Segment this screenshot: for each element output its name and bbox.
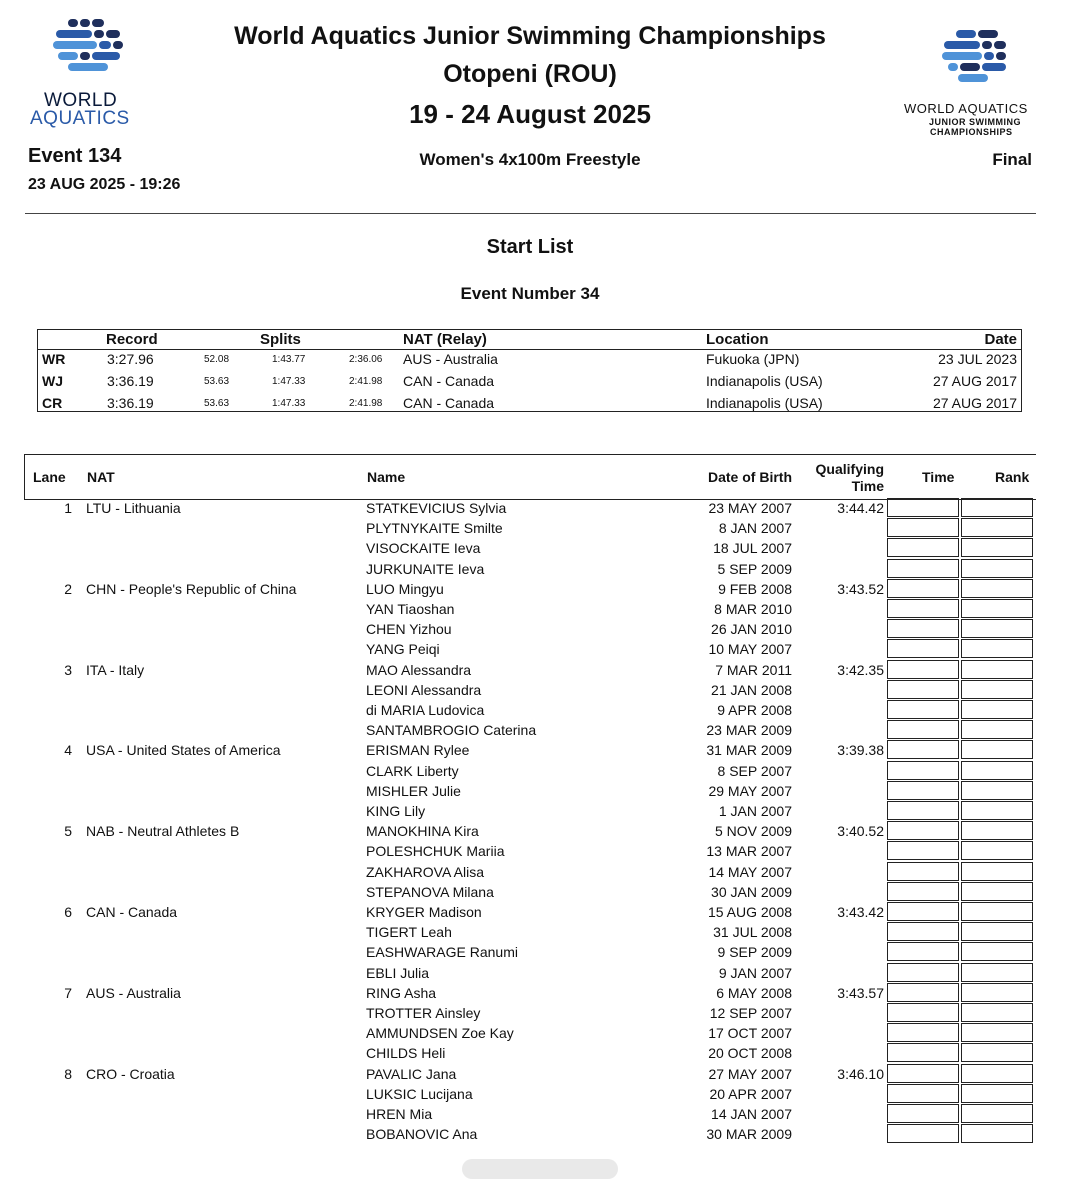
header-time: Time — [922, 469, 955, 485]
time-entry-box — [887, 841, 959, 860]
time-entry-box — [887, 1023, 959, 1042]
table-row — [24, 700, 1036, 720]
records-header-nat: NAT (Relay) — [403, 331, 487, 348]
header-divider — [25, 213, 1036, 214]
rank-entry-box — [961, 680, 1033, 699]
event-phase: Final — [992, 150, 1032, 169]
time-entry-box — [887, 498, 959, 517]
table-row — [24, 720, 1036, 740]
swimmer-dob: 9 SEP 2009 — [717, 944, 792, 961]
rank-entry-box — [961, 1064, 1033, 1083]
table-row — [24, 882, 1036, 902]
time-entry-box — [887, 1064, 959, 1083]
swimmer-dob: 7 MAR 2011 — [715, 661, 792, 678]
table-row — [24, 922, 1036, 942]
swimmer-name: PLYTNYKAITE Smilte — [366, 520, 503, 537]
rank-entry-box — [961, 740, 1033, 759]
logo-right-word1: WORLD AQUATICS — [904, 101, 1028, 116]
swimmer-dob: 12 SEP 2007 — [709, 1005, 792, 1021]
dates-title: 19 - 24 August 2025 — [409, 99, 651, 129]
table-row — [24, 518, 1036, 538]
logo-right-word3: CHAMPIONSHIPS — [930, 127, 1013, 137]
records-header-date: Date — [984, 331, 1017, 348]
time-entry-box — [887, 1084, 959, 1103]
swimmer-name: YAN Tiaoshan — [366, 601, 455, 617]
qualifying-time: 3:46.10 — [837, 1065, 884, 1082]
table-row — [24, 538, 1036, 558]
swimmer-dob: 1 JAN 2007 — [718, 803, 792, 819]
swimmer-dob: 31 JUL 2008 — [713, 924, 792, 941]
swimmer-dob: 18 JUL 2007 — [713, 540, 792, 557]
lane-number: 2 — [64, 580, 72, 597]
swimmer-name: STEPANOVA Milana — [366, 883, 494, 900]
swimmer-dob: 9 FEB 2008 — [718, 580, 792, 597]
table-row — [24, 1003, 1036, 1023]
record-split-2: 1:47.33 — [272, 376, 306, 387]
header-lane: Lane — [33, 469, 66, 485]
time-entry-box — [887, 599, 959, 618]
table-row — [24, 740, 1036, 760]
swimmer-name: HREN Mia — [366, 1106, 433, 1122]
swimmer-dob: 23 MAR 2009 — [706, 722, 792, 739]
time-entry-box — [887, 660, 959, 679]
swimmer-dob: 20 APR 2007 — [709, 1085, 792, 1102]
swimmer-dob: 10 MAY 2007 — [708, 641, 792, 658]
table-row — [24, 1023, 1036, 1043]
swimmer-dob: 13 MAR 2007 — [706, 843, 792, 860]
time-entry-box — [887, 639, 959, 658]
lane-number: 6 — [64, 904, 72, 920]
swimmer-name: AMMUNDSEN Zoe Kay — [366, 1025, 514, 1042]
rank-entry-box — [961, 559, 1033, 578]
record-code: CR — [42, 395, 63, 411]
time-entry-box — [887, 518, 959, 537]
rank-entry-box — [961, 882, 1033, 901]
table-row — [24, 781, 1036, 801]
table-row — [24, 1104, 1036, 1124]
swimmer-dob: 20 OCT 2008 — [708, 1045, 792, 1062]
swimmer-dob: 29 MAY 2007 — [708, 782, 792, 799]
swimmer-dob: 14 JAN 2007 — [711, 1106, 792, 1122]
rank-entry-box — [961, 922, 1033, 941]
swimmer-name: MANOKHINA Kira — [366, 823, 479, 840]
rank-entry-box — [961, 700, 1033, 719]
rank-entry-box — [961, 1043, 1033, 1062]
rank-entry-box — [961, 1003, 1033, 1022]
swimmer-dob: 8 JAN 2007 — [718, 520, 792, 537]
lane-number: 4 — [64, 742, 72, 759]
event-datetime: 23 AUG 2025 - 19:26 — [28, 176, 181, 193]
time-entry-box — [887, 963, 959, 982]
swimmer-dob: 23 MAY 2007 — [708, 500, 792, 516]
header-rank: Rank — [995, 469, 1030, 485]
table-row — [24, 821, 1036, 841]
time-entry-box — [887, 559, 959, 578]
event-number-subtitle: Event Number 34 — [460, 284, 600, 303]
swimmer-dob: 9 JAN 2007 — [718, 964, 792, 981]
swimmer-name: ERISMAN Rylee — [366, 742, 470, 759]
swimmer-dob: 8 MAR 2010 — [714, 601, 792, 617]
swimmer-dob: 5 NOV 2009 — [714, 823, 792, 840]
team-nat: LTU - Lithuania — [86, 500, 181, 516]
logo-left-word2: AQUATICS — [30, 108, 130, 129]
table-row — [24, 559, 1036, 579]
rank-entry-box — [961, 498, 1033, 517]
championship-title: World Aquatics Junior Swimming Championships — [234, 22, 826, 50]
swimmer-dob: 5 SEP 2009 — [717, 560, 792, 577]
time-entry-box — [887, 781, 959, 800]
time-entry-box — [887, 761, 959, 780]
record-time: 3:36.19 — [107, 395, 154, 411]
swimmer-dob: 30 JAN 2009 — [711, 883, 792, 900]
time-entry-box — [887, 902, 959, 921]
swimmer-name: PAVALIC Jana — [366, 1065, 457, 1082]
team-nat: NAB - Neutral Athletes B — [86, 823, 240, 840]
time-entry-box — [887, 579, 959, 598]
time-entry-box — [887, 619, 959, 638]
start-list-title: Start List — [486, 236, 574, 258]
team-nat: CRO - Croatia — [86, 1065, 175, 1082]
rank-entry-box — [961, 902, 1033, 921]
swimmer-dob: 27 MAY 2007 — [708, 1065, 792, 1082]
table-row — [24, 942, 1036, 962]
records-header-splits: Splits — [260, 331, 301, 348]
team-nat: ITA - Italy — [86, 661, 145, 678]
swimmer-name: JURKUNAITE Ieva — [366, 560, 485, 577]
qualifying-time: 3:43.52 — [837, 580, 884, 597]
time-entry-box — [887, 740, 959, 759]
table-row — [24, 639, 1036, 659]
start-list-header — [24, 454, 1036, 500]
table-row — [24, 680, 1036, 700]
rank-entry-box — [961, 821, 1033, 840]
swimmer-dob: 30 MAR 2009 — [706, 1126, 792, 1143]
record-row — [38, 349, 1021, 371]
record-date: 23 JUL 2023 — [938, 351, 1017, 367]
records-table — [37, 329, 1022, 412]
venue-title: Otopeni (ROU) — [443, 60, 617, 88]
swimmer-name: ZAKHAROVA Alisa — [366, 863, 485, 880]
record-split-1: 52.08 — [204, 354, 230, 365]
table-row — [24, 1064, 1036, 1084]
lane-number: 5 — [64, 823, 72, 840]
swimmer-name: di MARIA Ludovica — [366, 702, 485, 718]
time-entry-box — [887, 801, 959, 820]
team-nat: CHN - People's Republic of China — [86, 580, 297, 597]
record-date: 27 AUG 2017 — [932, 395, 1017, 411]
swimmer-name: KRYGER Madison — [366, 904, 482, 920]
table-row — [24, 1043, 1036, 1063]
table-row — [24, 801, 1036, 821]
record-location: Fukuoka (JPN) — [706, 351, 800, 367]
lane-number: 3 — [64, 661, 72, 678]
record-nat: CAN - Canada — [403, 395, 495, 411]
swimmer-dob: 26 JAN 2010 — [711, 621, 792, 638]
lane-number: 1 — [64, 500, 72, 516]
swimmer-name: TROTTER Ainsley — [366, 1005, 481, 1021]
swimmer-name: CHILDS Heli — [366, 1045, 446, 1062]
header-qualifying-time: Time — [851, 478, 884, 494]
record-nat: CAN - Canada — [403, 373, 495, 389]
rank-entry-box — [961, 1104, 1033, 1123]
rank-entry-box — [961, 639, 1033, 658]
qualifying-time: 3:43.57 — [837, 984, 884, 1001]
qualifying-time: 3:42.35 — [837, 661, 884, 678]
record-date: 27 AUG 2017 — [932, 373, 1017, 389]
record-nat: AUS - Australia — [403, 351, 498, 367]
qualifying-time: 3:43.42 — [837, 904, 884, 920]
time-entry-box — [887, 1043, 959, 1062]
swimmer-dob: 14 MAY 2007 — [708, 863, 792, 880]
swimmer-dob: 6 MAY 2008 — [716, 984, 792, 1001]
swimmer-name: LEONI Alessandra — [366, 681, 482, 698]
swimmer-dob: 9 APR 2008 — [717, 702, 792, 718]
logo-left-word1: WORLD — [44, 90, 118, 111]
swimmer-name: TIGERT Leah — [366, 924, 452, 941]
header-nat: NAT — [87, 469, 115, 485]
record-time: 3:36.19 — [107, 373, 154, 389]
swimmer-name: CLARK Liberty — [366, 762, 459, 779]
swimmer-name: BOBANOVIC Ana — [366, 1126, 478, 1143]
time-entry-box — [887, 1003, 959, 1022]
rank-entry-box — [961, 538, 1033, 557]
rank-entry-box — [961, 660, 1033, 679]
swimmer-name: LUO Mingyu — [366, 580, 444, 597]
time-entry-box — [887, 942, 959, 961]
record-row — [38, 393, 1021, 415]
rank-entry-box — [961, 599, 1033, 618]
table-row — [24, 902, 1036, 922]
record-split-3: 2:36.06 — [349, 354, 383, 365]
swimmer-name: EASHWARAGE Ranumi — [366, 944, 518, 961]
time-entry-box — [887, 1124, 959, 1143]
rank-entry-box — [961, 963, 1033, 982]
swimmer-dob: 15 AUG 2008 — [707, 904, 792, 920]
record-code: WR — [42, 351, 66, 367]
time-entry-box — [887, 538, 959, 557]
rank-entry-box — [961, 942, 1033, 961]
time-entry-box — [887, 1104, 959, 1123]
team-nat: AUS - Australia — [86, 984, 181, 1001]
record-split-2: 1:47.33 — [272, 398, 306, 409]
scroll-indicator-icon — [462, 1155, 618, 1183]
header-qualifying: Qualifying — [815, 461, 884, 477]
team-nat: USA - United States of America — [86, 742, 281, 759]
table-row — [24, 660, 1036, 680]
rank-entry-box — [961, 579, 1033, 598]
rank-entry-box — [961, 518, 1033, 537]
event-name: Women's 4x100m Freestyle — [419, 150, 641, 169]
swimmer-name: KING Lily — [366, 803, 426, 819]
rank-entry-box — [961, 781, 1033, 800]
record-split-3: 2:41.98 — [349, 398, 383, 409]
table-row — [24, 862, 1036, 882]
time-entry-box — [887, 882, 959, 901]
swimmer-name: CHEN Yizhou — [366, 621, 452, 638]
record-row — [38, 371, 1021, 393]
swimmer-name: VISOCKAITE Ieva — [366, 540, 481, 557]
rank-entry-box — [961, 720, 1033, 739]
swimmer-name: POLESHCHUK Mariia — [366, 843, 505, 860]
table-row — [24, 498, 1036, 518]
rank-entry-box — [961, 761, 1033, 780]
swimmer-dob: 21 JAN 2008 — [711, 681, 792, 698]
table-row — [24, 841, 1036, 861]
swimmer-name: MISHLER Julie — [366, 782, 461, 799]
records-header-location: Location — [706, 331, 769, 348]
time-entry-box — [887, 700, 959, 719]
rank-entry-box — [961, 619, 1033, 638]
time-entry-box — [887, 983, 959, 1002]
swimmer-dob: 8 SEP 2007 — [717, 762, 792, 779]
event-number-label: Event 134 — [28, 145, 122, 167]
table-row — [24, 1124, 1036, 1144]
record-split-3: 2:41.98 — [349, 376, 383, 387]
team-nat: CAN - Canada — [86, 904, 178, 920]
qualifying-time: 3:44.42 — [837, 500, 884, 516]
time-entry-box — [887, 720, 959, 739]
table-row — [24, 599, 1036, 619]
time-entry-box — [887, 862, 959, 881]
swimmer-name: RING Asha — [366, 984, 437, 1001]
swimmer-name: SANTAMBROGIO Caterina — [366, 722, 537, 739]
time-entry-box — [887, 821, 959, 840]
time-entry-box — [887, 922, 959, 941]
logo-right-word2: JUNIOR SWIMMING — [929, 117, 1021, 127]
table-row — [24, 761, 1036, 781]
record-location: Indianapolis (USA) — [706, 373, 823, 389]
record-code: WJ — [42, 373, 63, 389]
swimmer-name: MAO Alessandra — [366, 661, 472, 678]
lane-number: 7 — [64, 984, 72, 1001]
rank-entry-box — [961, 841, 1033, 860]
record-location: Indianapolis (USA) — [706, 395, 823, 411]
table-row — [24, 983, 1036, 1003]
time-entry-box — [887, 680, 959, 699]
record-split-1: 53.63 — [204, 376, 230, 387]
record-split-2: 1:43.77 — [272, 354, 306, 365]
swimmer-name: LUKSIC Lucijana — [366, 1085, 473, 1102]
lane-number: 8 — [64, 1065, 72, 1082]
qualifying-time: 3:39.38 — [837, 742, 884, 759]
rank-entry-box — [961, 862, 1033, 881]
records-header-record: Record — [106, 331, 158, 348]
swimmer-name: STATKEVICIUS Sylvia — [366, 500, 507, 516]
swimmer-dob: 17 OCT 2007 — [708, 1025, 792, 1042]
swimmer-name: YANG Peiqi — [366, 641, 440, 658]
rank-entry-box — [961, 801, 1033, 820]
table-row — [24, 963, 1036, 983]
header-dob: Date of Birth — [708, 469, 792, 485]
record-time: 3:27.96 — [107, 351, 154, 367]
record-split-1: 53.63 — [204, 398, 230, 409]
rank-entry-box — [961, 1023, 1033, 1042]
header-name: Name — [367, 469, 406, 485]
rank-entry-box — [961, 1124, 1033, 1143]
rank-entry-box — [961, 983, 1033, 1002]
swimmer-dob: 31 MAR 2009 — [706, 742, 792, 759]
table-row — [24, 619, 1036, 639]
qualifying-time: 3:40.52 — [837, 823, 884, 840]
rank-entry-box — [961, 1084, 1033, 1103]
table-row — [24, 579, 1036, 599]
table-row — [24, 1084, 1036, 1104]
swimmer-name: EBLI Julia — [366, 964, 430, 981]
